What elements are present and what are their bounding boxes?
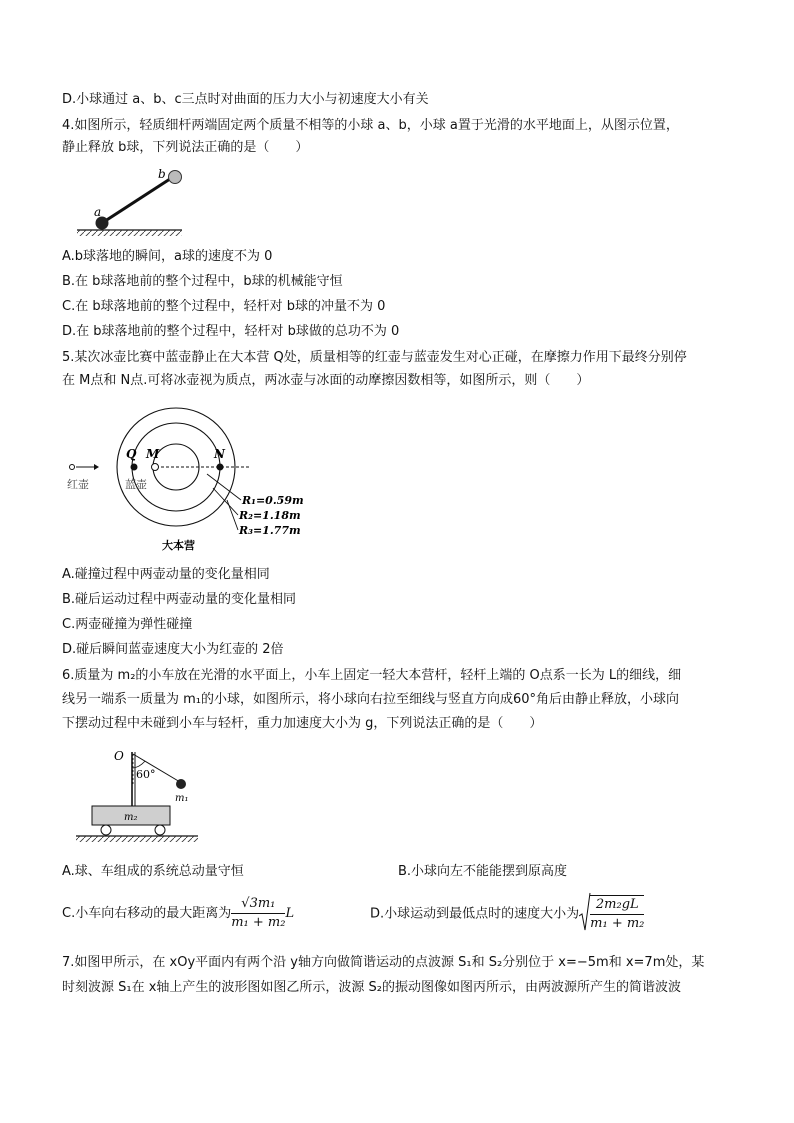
q5-stem-line-1: 5.某次冰壶比赛中蓝壶静止在大本营 Q处，质量相等的红壶与蓝壶发生对心正碰，在摩擦力作用下最终分别停 [62, 350, 687, 365]
q5-leader-r2 [213, 488, 238, 515]
q6-wheel-right [155, 825, 165, 835]
q5-label-m: M [146, 447, 160, 461]
q6-stem-line-1: 6.质量为 m₂的小车放在光滑的水平面上，小车上固定一轻大本营杆，轻杆上端的 O点系一长为 L的细线，细 [62, 668, 682, 683]
sqrt-icon [579, 892, 591, 932]
q5-label-r2: R₂=1.18m [239, 509, 301, 522]
q6-figure [72, 742, 202, 844]
q6-option-d-fraction [590, 895, 644, 933]
q6-option-d-numerator: 2m₂gL [590, 896, 644, 915]
q5-option-d: D.碰后瞬间蓝壶速度大小为红壶的 2倍 [62, 642, 284, 657]
q4-option-b: B.在 b球落地前的整个过程中，b球的机械能守恒 [62, 274, 343, 289]
q6-option-c-denominator: m₁ + m₂ [231, 915, 286, 930]
q6-option-b: B.小球向左不能能摆到原高度 [398, 864, 568, 879]
q4-option-c: C.在 b球落地前的整个过程中，轻杆对 b球的冲量不为 0 [62, 299, 386, 314]
q7-stem-line-2: 时刻波源 S₁在 x轴上产生的波形图如图乙所示，波源 S₂的振动图像如图丙所示，由两波源所产生的简谐波波 [62, 980, 682, 995]
q5-stem-line-2: 在 M点和 N点.可将冰壶视为质点，两冰壶与冰面的动摩擦因数相等，如图所示，则（ ） [62, 373, 590, 388]
q6-option-d-denominator: m₁ + m₂ [590, 915, 645, 931]
q3-option-d: D.小球通过 a、b、c三点时对曲面的压力大小与初速度大小有关 [62, 92, 429, 107]
q5-red-stone-marker [70, 465, 75, 470]
q5-option-a: A.碰撞过程中两壶动量的变化量相同 [62, 567, 270, 582]
q6-option-c [62, 892, 294, 936]
q6-option-d-radical [579, 892, 644, 936]
q6-option-d [370, 892, 644, 936]
q4-option-a: A.b球落地的瞬间，a球的速度不为 0 [62, 249, 273, 264]
q6-option-c-fraction [231, 895, 285, 932]
q6-label-m2: m₂ [124, 812, 138, 823]
q5-leader-r3 [227, 500, 238, 530]
q4-ground-hatch [77, 230, 182, 236]
q6-option-d-prefix: D.小球运动到最低点时的速度大小为 [370, 906, 580, 922]
q6-ground-hatch [76, 836, 198, 842]
q4-ball-b [169, 171, 182, 184]
q6-stem-line-2: 线另一端系一质量为 m₁的小球，如图所示，将小球向右拉至细线与竖直方向成60°角后由静止释放，小球向 [62, 692, 680, 707]
q4-option-d: D.在 b球落地前的整个过程中，轻杆对 b球做的总功不为 0 [62, 324, 400, 339]
q6-option-a: A.球、车组成的系统总动量守恒 [62, 864, 244, 879]
q5-label-r3: R₃=1.77m [239, 524, 301, 537]
q6-option-c-suffix: L [285, 906, 295, 921]
q6-label-o: O [114, 749, 124, 763]
q7-stem-line-1: 7.如图甲所示，在 xOy平面内有两个沿 y轴方向做简谐运动的点波源 S₁和 S₂分别位于 x=−5m和 x=7m处，某 [62, 955, 705, 970]
q6-ball-m1 [176, 779, 186, 789]
q5-label-red: 红壶 [67, 478, 89, 491]
q4-figure [72, 166, 192, 240]
q4-rod [102, 177, 173, 223]
q5-label-r1: R₁=0.59m [242, 494, 304, 507]
q5-arrow-head [94, 464, 99, 470]
q5-caption: 大本营 [162, 539, 195, 552]
q6-wheel-left [101, 825, 111, 835]
q5-option-c: C.两壶碰撞为弹性碰撞 [62, 617, 193, 632]
q6-option-c-prefix: C.小车向右移动的最大距离为 [62, 906, 232, 921]
q4-stem-line-2: 静止释放 b球，下列说法正确的是（ ） [62, 140, 309, 155]
q5-leader-r1 [207, 474, 241, 500]
q5-label-blue: 蓝壶 [125, 478, 147, 491]
q6-stem-line-3: 下摆动过程中未碰到小车与轻杆，重力加速度大小为 g，下列说法正确的是（ ） [62, 716, 543, 731]
q5-stone-n [217, 464, 224, 471]
q5-stone-q [131, 464, 138, 471]
q6-label-m1: m₁ [175, 793, 189, 804]
q5-figure [64, 404, 308, 554]
q6-option-c-numerator: √3m₁ [231, 895, 285, 914]
q4-stem-line-1: 4.如图所示，轻质细杆两端固定两个质量不相等的小球 a、b，小球 a置于光滑的水平地面上，从图示位置， [62, 118, 679, 133]
q5-stone-m [152, 464, 159, 471]
q5-option-b: B.碰后运动过程中两壶动量的变化量相同 [62, 592, 297, 607]
q5-label-q: Q [126, 447, 137, 461]
q6-label-angle: 60° [136, 768, 156, 781]
q5-label-n: N [214, 447, 225, 461]
q4-label-b: b [158, 167, 166, 181]
q4-label-a: a [94, 205, 102, 219]
